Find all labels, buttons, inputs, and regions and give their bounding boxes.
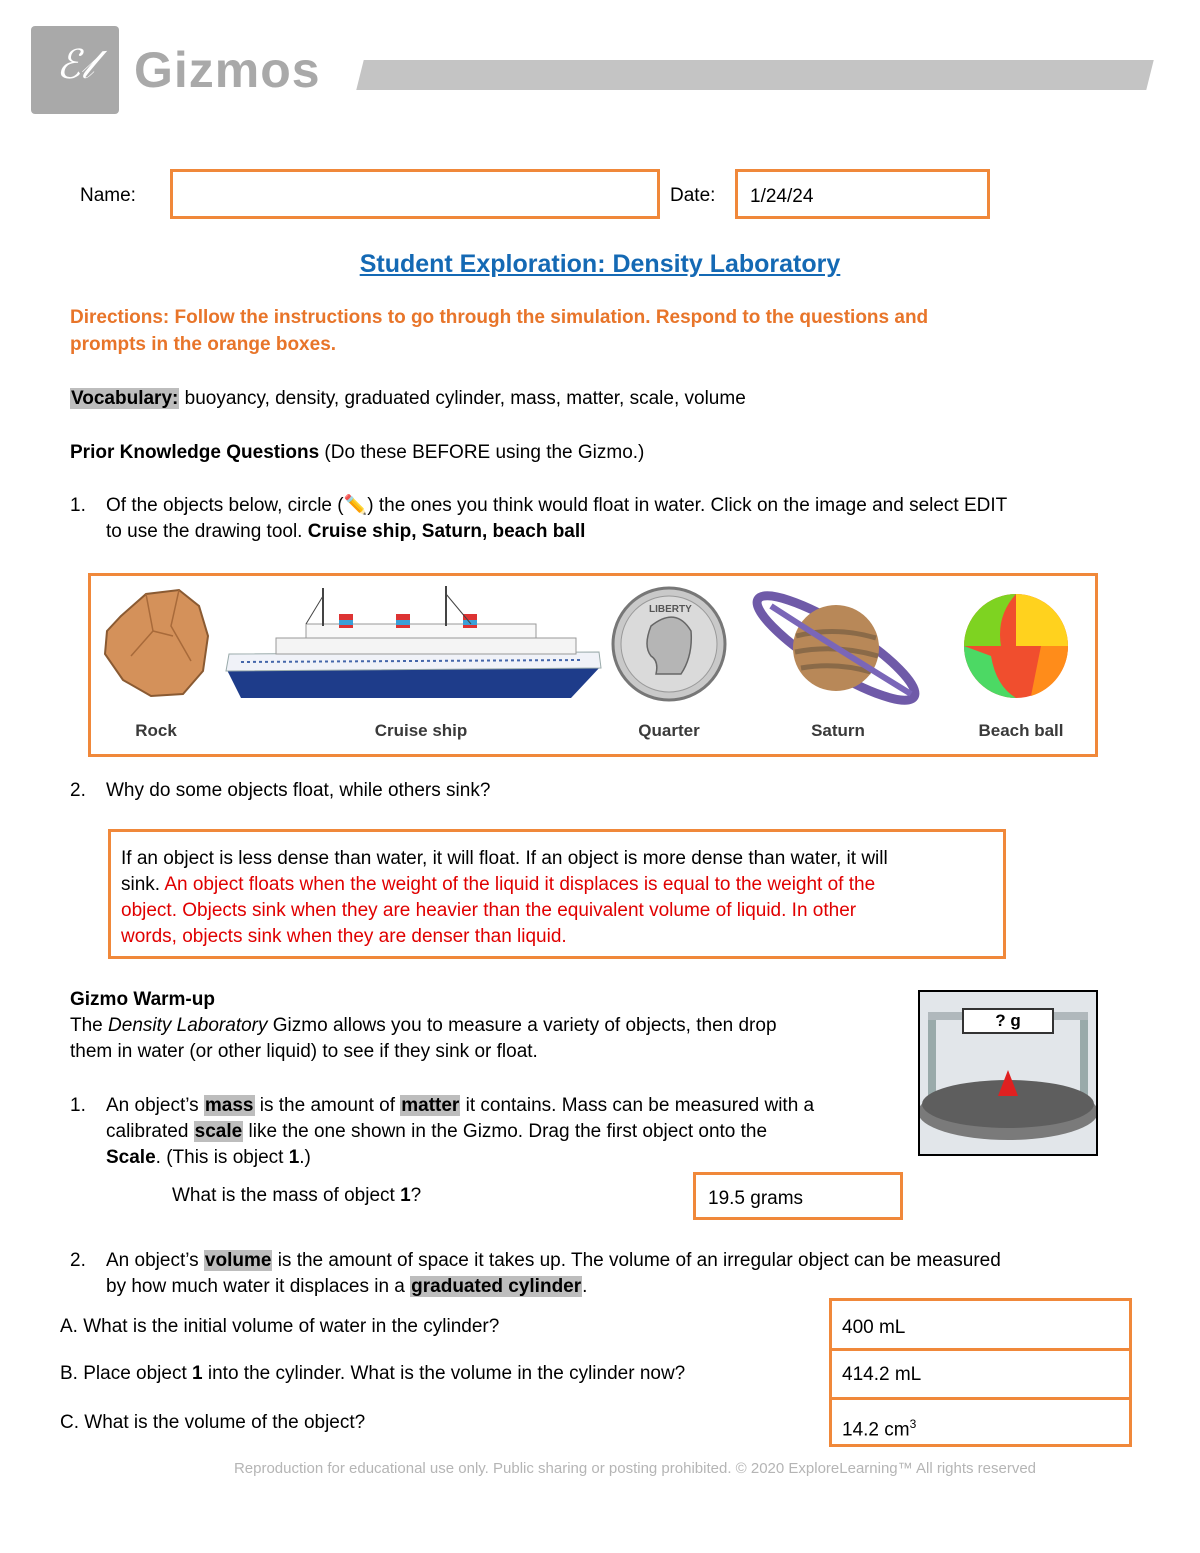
vocabulary-label: Vocabulary: <box>71 388 179 409</box>
footer-copyright: Reproduction for educational use only. Public sharing or posting prohibited. © 2020 ExploreLearning™ All rights reserved <box>233 1460 1037 1477</box>
q1-line-1: Of the objects below, circle (✏️) the ones you think would float in water. Click on the image and select EDIT <box>106 495 1008 516</box>
w2-number: 2. <box>70 1250 86 1271</box>
vocabulary-list: buoyancy, density, graduated cylinder, mass, matter, scale, volume <box>179 388 746 409</box>
prior-knowledge-heading: Prior Knowledge Questions (Do these BEFORE using the Gizmo.) <box>70 442 645 463</box>
caption-rock: Rock <box>135 721 177 740</box>
volume-answers-table <box>829 1298 1132 1447</box>
scale-display: ? g <box>962 1008 1054 1034</box>
directions-line-2: prompts in the orange boxes. <box>70 334 337 355</box>
explorelearning-logo <box>31 26 119 114</box>
w2-line-2: by how much water it displaces in a graduated cylinder. <box>106 1276 588 1297</box>
q1-line-2: to use the drawing tool. Cruise ship, Saturn, beach ball <box>106 521 586 542</box>
rock-icon <box>105 590 208 696</box>
w1-number: 1. <box>70 1095 86 1116</box>
w2-line-1: An object’s volume is the amount of space it takes up. The volume of an irregular object can be measured <box>106 1250 1001 1271</box>
quarter-icon <box>613 588 725 700</box>
saturn-icon <box>746 581 925 716</box>
table-divider <box>832 1397 1129 1400</box>
name-field[interactable] <box>170 169 660 219</box>
w1-line-1: An object’s mass is the amount of matter it contains. Mass can be measured with a <box>106 1095 815 1116</box>
page-title: Student Exploration: Density Laboratory <box>359 250 841 278</box>
mass-answer: 19.5 grams <box>708 1188 804 1209</box>
name-label: Name: <box>80 185 136 206</box>
w1-question: What is the mass of object 1? <box>172 1185 422 1206</box>
gizmos-brand: Gizmos <box>134 42 321 98</box>
question-b: B. Place object 1 into the cylinder. What is the volume in the cylinder now? <box>60 1363 686 1384</box>
warmup-heading: Gizmo Warm-up <box>70 989 215 1010</box>
q1-number: 1. <box>70 495 86 516</box>
question-c: C. What is the volume of the object? <box>60 1412 366 1433</box>
question-a: A. What is the initial volume of water in the cylinder? <box>60 1316 500 1337</box>
beach-ball-icon <box>964 594 1068 698</box>
logo-glyph: ℰ𝓁 <box>56 42 94 88</box>
w1-line-2: calibrated scale like the one shown in the Gizmo. Drag the first object onto the <box>106 1121 768 1142</box>
answer-c[interactable]: 14.2 $cm^3$ <box>842 1417 917 1441</box>
warmup-line-1: The Density Laboratory Gizmo allows you to measure a variety of objects, then drop <box>70 1015 777 1036</box>
date-value: 1/24/24 <box>750 186 814 207</box>
caption-quarter: Quarter <box>638 721 700 740</box>
scale-image <box>918 990 1098 1156</box>
date-label: Date: <box>670 185 716 206</box>
directions-line-1: Directions: Follow the instructions to go through the simulation. Respond to the questions and <box>70 307 929 328</box>
warmup-line-2: them in water (or other liquid) to see if they sink or float. <box>70 1041 538 1062</box>
q1-answer: Cruise ship, Saturn, beach ball <box>307 521 586 542</box>
answer2-line-4: words, objects sink when they are denser than liquid. <box>121 926 567 947</box>
cruise-ship-icon <box>226 586 601 698</box>
objects-illustration <box>91 576 1095 754</box>
answer2-line-3: object. Objects sink when they are heavier than the equivalent volume of liquid. In other <box>121 900 857 921</box>
answer2-line-2: sink. An object floats when the weight of the liquid it displaces is equal to the weight of the <box>121 874 876 895</box>
q2-answer-box[interactable] <box>108 829 1006 959</box>
caption-cruise-ship: Cruise ship <box>374 721 468 740</box>
q2-number: 2. <box>70 780 86 801</box>
w1-line-3: Scale. (This is object 1.) <box>106 1147 311 1168</box>
caption-beach-ball: Beach ball <box>978 721 1064 740</box>
answer2-line-1: If an object is less dense than water, it will float. If an object is more dense than water, it will <box>121 848 888 869</box>
table-divider <box>832 1348 1129 1351</box>
q2-text: Why do some objects float, while others sink? <box>106 780 491 801</box>
objects-image[interactable] <box>88 573 1098 757</box>
answer-b[interactable]: 414.2 mL <box>842 1364 922 1385</box>
vocabulary <box>70 386 746 412</box>
header-bar <box>356 60 1153 90</box>
mass-answer-field[interactable] <box>693 1172 903 1220</box>
caption-saturn: Saturn <box>811 721 865 740</box>
quarter-liberty: LIBERTY <box>649 604 692 615</box>
answer-a[interactable]: 400 mL <box>842 1317 906 1338</box>
date-field[interactable] <box>735 169 990 219</box>
